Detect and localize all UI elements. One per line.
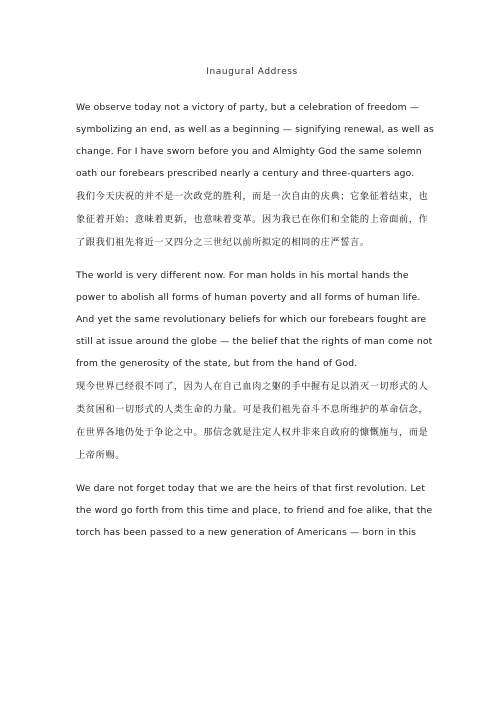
- document-body: [76, 97, 436, 544]
- paragraph-english-2: The world is very different now. For man holds in his mortal hands the power to abolish all forms of human poverty and all forms of human life. And yet the same revolutionary beliefs for which our forebears fought are still at issue around the globe — the belief that the rights of man come not from the generosity of the state, but from the hand of God.: [76, 270, 433, 369]
- paragraph-english-1: We observe today not a victory of party, but a celebration of freedom — symbolizing an end, as well as a beginning — signifying renewal, as well as change. For I have sworn before you and Almighty God the same solemn oath our forebears prescribed nearly a century and three-quarters ago.: [76, 102, 434, 179]
- paragraph-chinese-2: 现今世界已经很不同了，因为人在自己血肉之躯的手中握有足以消灭一切形式的人类贫困和一切形式的人类生命的力量。可是我们祖先奋斗不息所维护的革命信念，在世界各地仍处于争论之中。那信念就是注定人权并非来自政府的慷慨施与，而是上帝所赐。: [76, 381, 429, 461]
- paragraph-chinese-1: 我们今天庆祝的并不是一次政党的胜利，而是一次自由的庆典；它象征着结束，也象征着开始；意味着更新，也意味着变革。因为我已在你们和全能的上帝面前，作了跟我们祖先将近一又四分之三世纪以前所拟定的相同的庄严誓言。: [76, 191, 429, 248]
- paragraph-english-3: We dare not forget today that we are the heirs of that first revolution. Let the word go forth from this time and place, to friend and foe alike, that the torch has been passed to a new generation of Americans — born in this: [76, 483, 433, 538]
- document-title: Inaugural Address: [206, 67, 298, 77]
